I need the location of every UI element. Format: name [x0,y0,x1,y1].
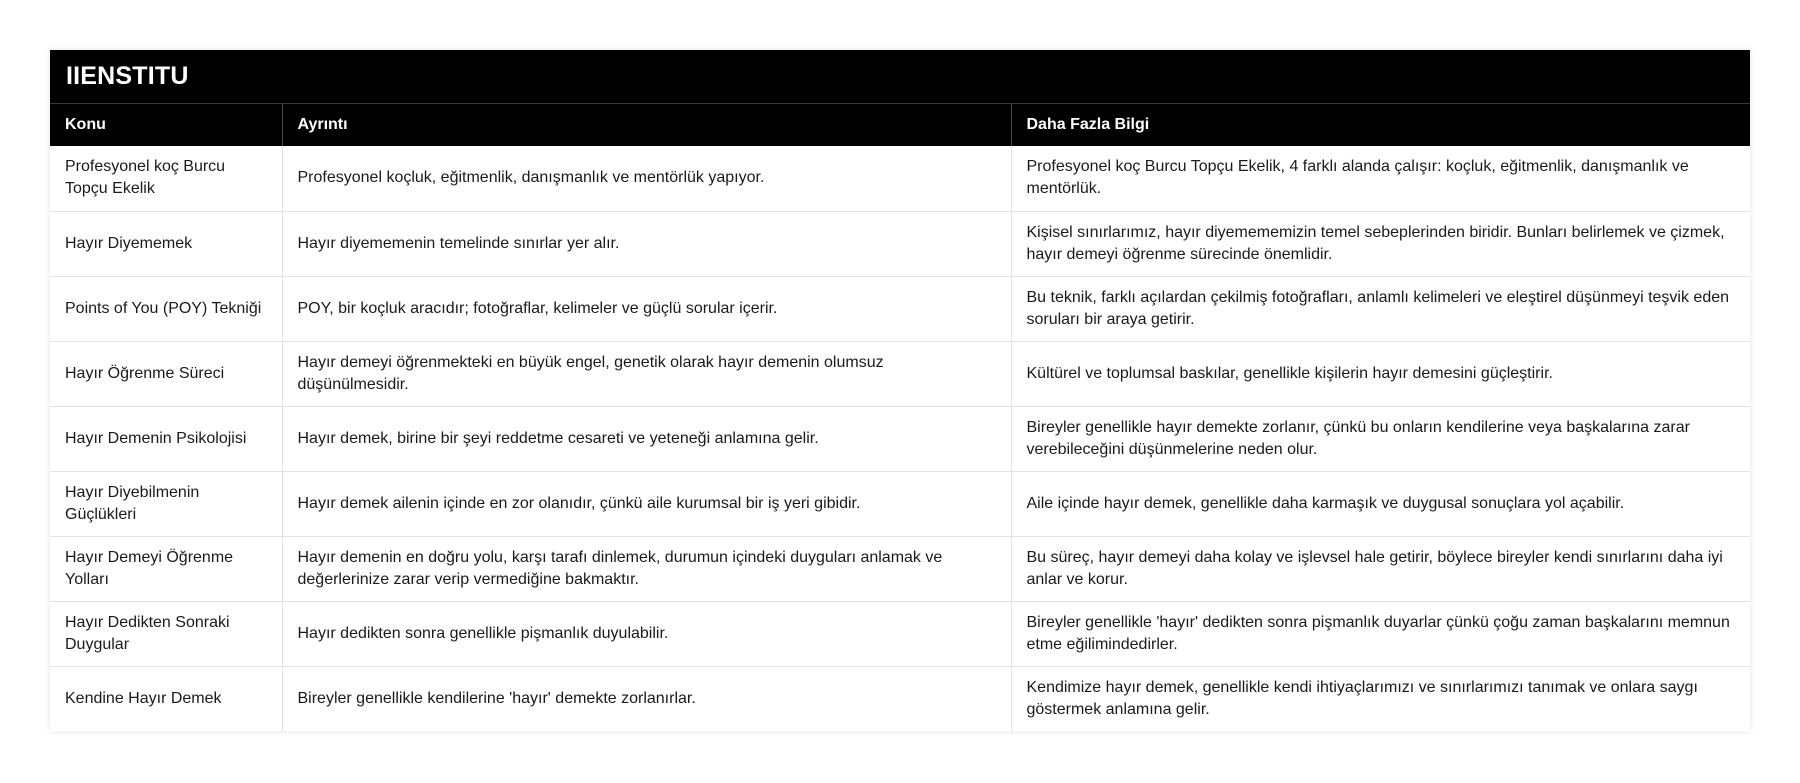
table-header-row [50,104,1750,146]
cell-topic: Hayır Dedikten Sonraki Duygular [50,601,282,666]
cell-topic: Hayır Öğrenme Süreci [50,341,282,406]
table-row [50,211,1750,276]
cell-detail: Profesyonel koçluk, eğitmenlik, danışmanlık ve mentörlük yapıyor. [282,146,1011,211]
cell-more-info: Kişisel sınırlarımız, hayır diyemememizin temel sebeplerinden biridir. Bunları belirlemek ve çizmek, hayır demeyi öğrenme sürecinde önemlidir. [1011,211,1750,276]
column-header-more-info: Daha Fazla Bilgi [1011,104,1750,146]
cell-detail: Hayır demek, birine bir şeyi reddetme cesareti ve yeteneği anlamına gelir. [282,406,1011,471]
table-row [50,406,1750,471]
cell-more-info: Kendimize hayır demek, genellikle kendi ihtiyaçlarımızı ve sınırlarımızı tanımak ve onlara saygı göstermek anlamına gelir. [1026,678,1698,718]
cell-more-info: Aile içinde hayır demek, genellikle daha karmaşık ve duygusal sonuçlara yol açabilir. [1011,471,1750,536]
cell-more-info: Bireyler genellikle hayır demekte zorlanır, çünkü bu onların kendilerine veya başkalarına zarar verebileceğini düşünmelerine neden olur. [1011,406,1750,471]
table-row [50,471,1750,536]
cell-detail: Bireyler genellikle kendilerine 'hayır' demekte zorlanırlar. [282,666,1011,731]
cell-topic: Hayır Diyebilmenin Güçlükleri [50,471,282,536]
column-header-topic: Konu [50,104,282,146]
cell-more-info: Bu teknik, farklı açılardan çekilmiş fotoğrafları, anlamlı kelimeleri ve eleştirel düşünmeyi teşvik eden soruları bir araya getirir. [1011,276,1750,341]
cell-topic: Kendine Hayır Demek [50,666,282,731]
cell-detail: Hayır dedikten sonra genellikle pişmanlık duyulabilir. [282,601,1011,666]
cell-more-info: Profesyonel koç Burcu Topçu Ekelik, 4 farklı alanda çalışır: koçluk, eğitmenlik, danışmanlık ve mentörlük. [1011,146,1750,211]
cell-topic: Hayır Diyememek [50,211,282,276]
cell-topic: Profesyonel koç Burcu Topçu Ekelik [50,146,282,211]
brand-title: IIENSTITU [50,50,1750,104]
info-table [50,104,1750,731]
cell-detail: Hayır demenin en doğru yolu, karşı tarafı dinlemek, durumun içindeki duyguları anlamak ve değerlerinize zarar verip vermediğine bakmaktır. [282,536,1011,601]
table-row [50,276,1750,341]
cell-detail: Hayır demek ailenin içinde en zor olanıdır, çünkü aile kurumsal bir iş yeri gibidir. [282,471,1011,536]
cell-topic: Hayır Demeyi Öğrenme Yolları [50,536,282,601]
table-row [50,601,1750,666]
cell-detail: Hayır demeyi öğrenmekteki en büyük engel, genetik olarak hayır demenin olumsuz düşünülmesidir. [282,341,1011,406]
info-table-card [50,50,1750,731]
table-row [50,536,1750,601]
table-row [50,341,1750,406]
table-row [50,666,1750,731]
cell-more-info: Bu süreç, hayır demeyi daha kolay ve işlevsel hale getirir, böylece bireyler kendi sınırlarını daha iyi anlar ve korur. [1011,536,1750,601]
cell-topic: Hayır Demenin Psikolojisi [50,406,282,471]
column-header-detail: Ayrıntı [282,104,1011,146]
table-row [50,146,1750,211]
cell-topic: Points of You (POY) Tekniği [50,276,282,341]
cell-detail: POY, bir koçluk aracıdır; fotoğraflar, kelimeler ve güçlü sorular içerir. [282,276,1011,341]
cell-detail: Hayır diyememenin temelinde sınırlar yer alır. [282,211,1011,276]
cell-more-info: Kültürel ve toplumsal baskılar, genellikle kişilerin hayır demesini güçleştirir. [1011,341,1750,406]
cell-more-info: Bireyler genellikle 'hayır' dedikten sonra pişmanlık duyarlar çünkü çoğu zaman başkalarını memnun etme eğilimindedirler. [1011,601,1750,666]
